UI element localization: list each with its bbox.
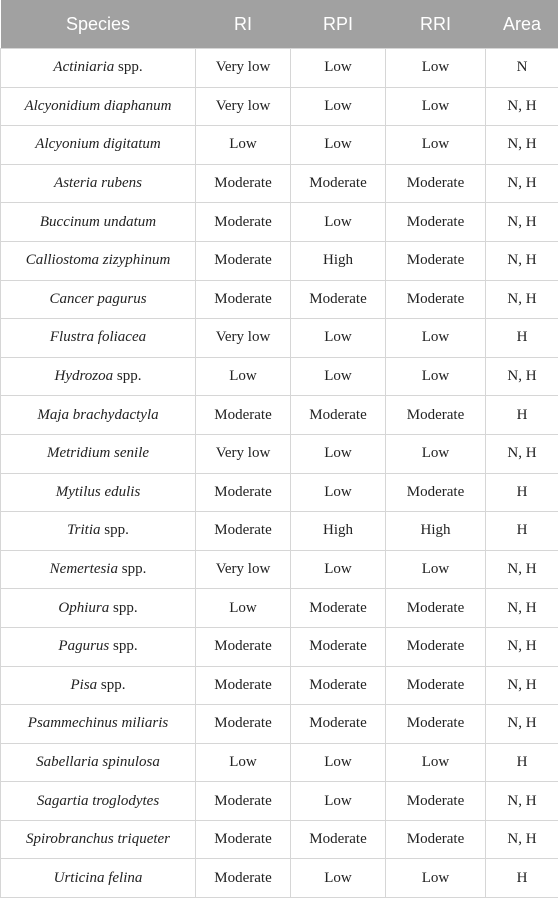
table-row [1,319,558,358]
table-row [1,705,558,744]
species-name: Sagartia troglodytes [36,792,160,809]
cell-species [1,743,196,782]
species-name: Maja brachydactyla [37,406,159,423]
header-row [1,0,558,49]
species-suffix: spp. [97,676,126,693]
cell-ri: Very low [196,87,291,126]
cell-rri: Low [386,357,486,396]
cell-rri: Moderate [386,666,486,705]
cell-ri: Low [196,743,291,782]
cell-ri: Low [196,589,291,628]
species-name: Calliostoma zizyphinum [25,252,171,269]
species-name: Asteria rubens [54,175,142,192]
cell-rri: Low [386,550,486,589]
cell-rri: Moderate [386,473,486,512]
table-row [1,743,558,782]
cell-rpi: Low [291,550,386,589]
table-row [1,666,558,705]
species-name: Tritia [67,522,101,539]
header-rri: RRI [386,0,486,49]
cell-ri: Moderate [196,203,291,242]
cell-rpi: Low [291,473,386,512]
cell-rri: Low [386,319,486,358]
cell-ri: Moderate [196,396,291,435]
cell-area: N, H [486,164,558,203]
cell-rri: Moderate [386,164,486,203]
cell-rri: Moderate [386,820,486,859]
cell-area: N, H [486,705,558,744]
species-name: Pagurus [58,638,110,655]
header-species: Species [1,0,196,49]
table-row [1,280,558,319]
cell-ri: Very low [196,49,291,88]
cell-rri: Low [386,859,486,898]
cell-ri: Low [196,357,291,396]
header-area: Area [486,0,558,49]
cell-rpi: Moderate [291,627,386,666]
species-suffix: spp. [100,522,129,539]
header-ri: RI [196,0,291,49]
cell-ri: Moderate [196,666,291,705]
cell-area: N [486,49,558,88]
table-row [1,357,558,396]
cell-species [1,319,196,358]
cell-rpi: Low [291,859,386,898]
cell-area: N, H [486,589,558,628]
species-name: Sabellaria spinulosa [36,753,160,770]
table-row [1,512,558,551]
cell-species [1,705,196,744]
cell-rpi: Moderate [291,396,386,435]
cell-area: N, H [486,550,558,589]
species-name: Alcyonium digitatum [35,136,161,153]
cell-rri: Low [386,126,486,165]
table-header [1,0,558,49]
species-name: Pisa [70,676,98,693]
cell-area: H [486,396,558,435]
cell-ri: Moderate [196,280,291,319]
cell-rpi: Low [291,743,386,782]
cell-rri: Moderate [386,782,486,821]
table-row [1,49,558,88]
cell-ri: Moderate [196,627,291,666]
cell-ri: Moderate [196,473,291,512]
table-row [1,126,558,165]
cell-rri: Moderate [386,280,486,319]
cell-rri: Moderate [386,705,486,744]
cell-rpi: Moderate [291,705,386,744]
cell-ri: Very low [196,319,291,358]
table-body [1,49,558,898]
cell-rri: Moderate [386,241,486,280]
cell-species [1,859,196,898]
species-suffix: spp. [109,638,138,655]
cell-ri: Moderate [196,820,291,859]
cell-species [1,782,196,821]
cell-rpi: Moderate [291,280,386,319]
table-row [1,87,558,126]
cell-ri: Moderate [196,512,291,551]
cell-ri: Moderate [196,859,291,898]
species-name: Buccinum undatum [39,213,157,230]
cell-area: H [486,859,558,898]
species-name: Nemertesia [49,561,118,578]
cell-species [1,396,196,435]
cell-rpi: Moderate [291,820,386,859]
cell-species [1,589,196,628]
table-row [1,550,558,589]
cell-area: N, H [486,203,558,242]
cell-area: N, H [486,87,558,126]
species-name: Mytilus edulis [55,483,141,500]
species-suffix: spp. [109,599,138,616]
cell-species [1,203,196,242]
table-row [1,627,558,666]
cell-rpi: Moderate [291,164,386,203]
cell-area: H [486,319,558,358]
cell-area: N, H [486,434,558,473]
cell-rpi: Low [291,319,386,358]
cell-rpi: High [291,241,386,280]
cell-rpi: High [291,512,386,551]
cell-area: N, H [486,357,558,396]
cell-rpi: Low [291,87,386,126]
cell-area: H [486,473,558,512]
cell-area: N, H [486,666,558,705]
species-name: Psammechinus miliaris [27,715,169,732]
cell-species [1,49,196,88]
cell-rri: Moderate [386,589,486,628]
species-suffix: spp. [114,59,143,76]
cell-species [1,627,196,666]
species-name: Flustra foliacea [49,329,147,346]
table-row [1,782,558,821]
cell-rpi: Moderate [291,666,386,705]
table-row [1,859,558,898]
species-name: Ophiura [58,599,110,616]
cell-ri: Moderate [196,705,291,744]
table-row [1,434,558,473]
species-suffix: spp. [117,561,147,578]
cell-rpi: Low [291,434,386,473]
cell-rri: Low [386,434,486,473]
cell-area: H [486,743,558,782]
species-suffix: spp. [113,368,142,385]
cell-ri: Very low [196,550,291,589]
species-name: Hydrozoa [54,368,114,385]
table-row [1,396,558,435]
table-row [1,241,558,280]
cell-ri: Moderate [196,241,291,280]
cell-species [1,512,196,551]
table-row [1,164,558,203]
cell-area: N, H [486,627,558,666]
species-name: Urticina felina [53,869,143,886]
cell-rri: Low [386,49,486,88]
cell-area: H [486,512,558,551]
cell-species [1,126,196,165]
cell-area: N, H [486,126,558,165]
species-name: Actiniaria [53,59,115,76]
species-name: Spirobranchus triqueter [25,831,171,848]
cell-rri: Low [386,87,486,126]
cell-rpi: Moderate [291,589,386,628]
cell-rpi: Low [291,203,386,242]
cell-species [1,550,196,589]
cell-rpi: Low [291,126,386,165]
cell-species [1,241,196,280]
cell-ri: Low [196,126,291,165]
cell-rpi: Low [291,782,386,821]
table-row [1,203,558,242]
cell-area: N, H [486,280,558,319]
cell-species [1,473,196,512]
cell-rri: High [386,512,486,551]
cell-area: N, H [486,782,558,821]
table-row [1,473,558,512]
cell-rpi: Low [291,357,386,396]
cell-species [1,164,196,203]
cell-species [1,434,196,473]
cell-rri: Moderate [386,627,486,666]
cell-rri: Low [386,743,486,782]
table-row [1,820,558,859]
cell-ri: Moderate [196,164,291,203]
cell-species [1,87,196,126]
cell-area: N, H [486,241,558,280]
cell-area: N, H [486,820,558,859]
cell-rri: Moderate [386,396,486,435]
species-name: Cancer pagurus [49,290,147,307]
header-rpi: RPI [291,0,386,49]
cell-rpi: Low [291,49,386,88]
cell-species [1,820,196,859]
cell-rri: Moderate [386,203,486,242]
cell-species [1,666,196,705]
cell-species [1,357,196,396]
table-row [1,589,558,628]
cell-species [1,280,196,319]
species-name: Metridium senile [46,445,150,462]
cell-ri: Very low [196,434,291,473]
cell-ri: Moderate [196,782,291,821]
species-name: Alcyonidium diaphanum [24,97,172,114]
